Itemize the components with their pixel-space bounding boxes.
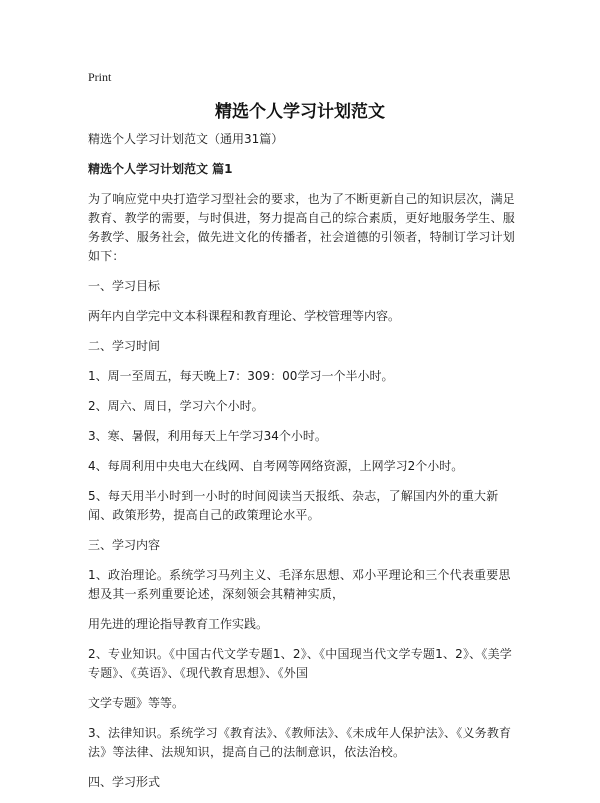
form-heading: 四、学习形式 bbox=[88, 775, 161, 789]
goal-text: 两年内自学完中文本科课程和教育理论、学校管理等内容。 bbox=[88, 309, 401, 323]
content-item: 用先进的理论指导教育工作实践。 bbox=[88, 617, 269, 631]
content-item: 1、政治理论。系统学习马列主义、毛泽东思想、邓小平理论和三个代表重要思想及其一系列重要论述，深刻领会其精神实质， bbox=[88, 568, 511, 601]
time-item: 1、周一至周五，每天晚上7：309：00学习一个半小时。 bbox=[88, 369, 394, 383]
intro-paragraph: 为了响应党中央打造学习型社会的要求，也为了不断更新自己的知识层次，满足教育、教学的需要，与时俱进，努力提高自己的综合素质，更好地服务学生、服务教学、服务社会，做先进文化的传播者，社会道德的引领者，特制订学习计划如下： bbox=[88, 192, 516, 263]
document-subtitle: 精选个人学习计划范文（通用31篇） bbox=[88, 132, 284, 146]
content-item: 文学专题》等等。 bbox=[88, 696, 185, 710]
time-item: 5、每天用半小时到一小时的时间阅读当天报纸、杂志，了解国内外的重大新闻、政策形势，提高自己的政策理论水平。 bbox=[88, 489, 499, 522]
content-item: 3、法律知识。系统学习《教育法》、《教师法》、《未成年人保护法》、《义务教育法》等法律、法规知识，提高自己的法制意识，依法治校。 bbox=[88, 726, 512, 759]
document-body bbox=[88, 130, 518, 803]
content-heading: 三、学习内容 bbox=[88, 538, 161, 552]
section-heading: 精选个人学习计划范文 篇1 bbox=[88, 162, 233, 176]
time-item: 3、寒、暑假，利用每天上午学习34个小时。 bbox=[88, 429, 327, 443]
time-heading: 二、学习时间 bbox=[88, 339, 161, 353]
time-item: 2、周六、周日，学习六个小时。 bbox=[88, 399, 264, 413]
time-item: 4、每周利用中央电大在线网、自考网等网络资源，上网学习2个小时。 bbox=[88, 459, 464, 473]
document-title: 精选个人学习计划范文 bbox=[215, 102, 385, 122]
print-label: Print bbox=[88, 70, 112, 84]
content-item: 2、专业知识。《中国古代文学专题1、2》、《中国现当代文学专题1、2》、《美学专题》、《英语》、《现代教育思想》、《外国 bbox=[88, 647, 512, 680]
goal-heading: 一、学习目标 bbox=[88, 279, 161, 293]
